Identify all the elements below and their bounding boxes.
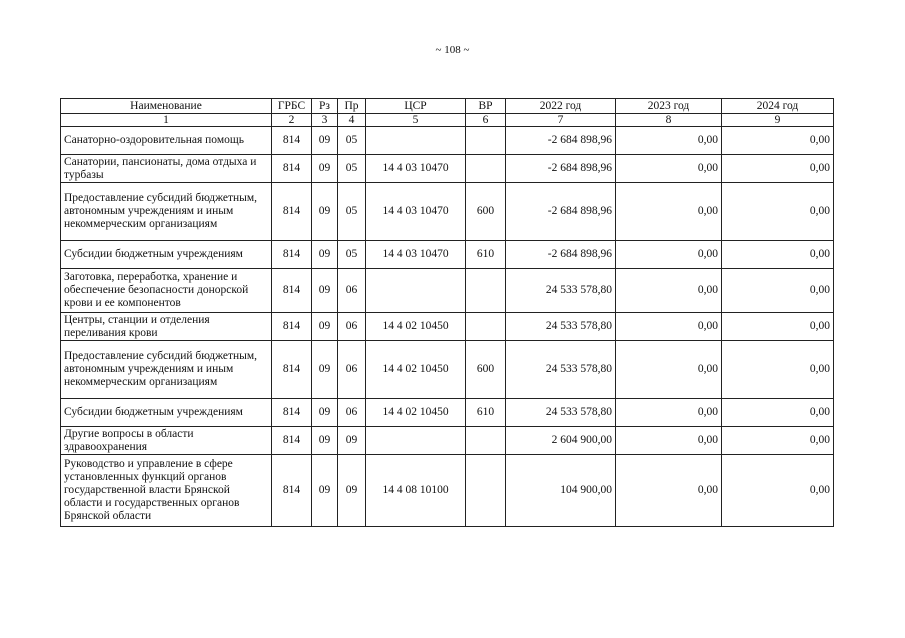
cell-2022: 24 533 578,80 xyxy=(506,341,616,399)
cell-grbs: 814 xyxy=(272,313,312,341)
cell-vr: 600 xyxy=(466,183,506,241)
cell-pr: 06 xyxy=(338,341,366,399)
cell-grbs: 814 xyxy=(272,455,312,527)
table-row xyxy=(61,241,834,269)
cell-rz: 09 xyxy=(312,269,338,313)
cell-csr xyxy=(366,427,466,455)
cell-2022: 2 604 900,00 xyxy=(506,427,616,455)
column-number: 7 xyxy=(506,114,616,127)
column-number: 4 xyxy=(338,114,366,127)
table-row xyxy=(61,341,834,399)
header-rz: Рз xyxy=(312,99,338,114)
cell-rz: 09 xyxy=(312,241,338,269)
cell-grbs: 814 xyxy=(272,127,312,155)
cell-rz: 09 xyxy=(312,313,338,341)
cell-2022: 24 533 578,80 xyxy=(506,269,616,313)
cell-csr: 14 4 03 10470 xyxy=(366,241,466,269)
table-row xyxy=(61,399,834,427)
cell-2024: 0,00 xyxy=(722,241,834,269)
header-pr: Пр xyxy=(338,99,366,114)
cell-name: Заготовка, переработка, хранение и обеспечение безопасности донорской крови и ее компонентов xyxy=(61,269,272,313)
table-row xyxy=(61,455,834,527)
cell-2022: -2 684 898,96 xyxy=(506,241,616,269)
page-number: ~ 108 ~ xyxy=(435,44,470,56)
cell-csr: 14 4 08 10100 xyxy=(366,455,466,527)
cell-name: Руководство и управление в сфере установленных функций органов государственной власти Брянской области и государственных органов Брянской области xyxy=(61,455,272,527)
column-number: 9 xyxy=(722,114,834,127)
column-number-row xyxy=(61,114,834,127)
cell-name: Субсидии бюджетным учреждениям xyxy=(61,241,272,269)
cell-2023: 0,00 xyxy=(616,341,722,399)
budget-table xyxy=(60,98,834,527)
cell-pr: 09 xyxy=(338,455,366,527)
cell-rz: 09 xyxy=(312,455,338,527)
cell-pr: 09 xyxy=(338,427,366,455)
cell-pr: 06 xyxy=(338,313,366,341)
cell-vr xyxy=(466,427,506,455)
header-vr: ВР xyxy=(466,99,506,114)
cell-2022: -2 684 898,96 xyxy=(506,183,616,241)
cell-csr: 14 4 03 10470 xyxy=(366,155,466,183)
cell-2022: 24 533 578,80 xyxy=(506,399,616,427)
cell-pr: 05 xyxy=(338,241,366,269)
cell-vr xyxy=(466,127,506,155)
cell-vr: 600 xyxy=(466,341,506,399)
header-2024: 2024 год xyxy=(722,99,834,114)
cell-2022: 104 900,00 xyxy=(506,455,616,527)
header-2022: 2022 год xyxy=(506,99,616,114)
header-csr: ЦСР xyxy=(366,99,466,114)
cell-vr xyxy=(466,155,506,183)
cell-grbs: 814 xyxy=(272,241,312,269)
column-number: 8 xyxy=(616,114,722,127)
cell-rz: 09 xyxy=(312,183,338,241)
column-number: 6 xyxy=(466,114,506,127)
cell-2022: -2 684 898,96 xyxy=(506,155,616,183)
cell-csr xyxy=(366,127,466,155)
cell-grbs: 814 xyxy=(272,341,312,399)
cell-rz: 09 xyxy=(312,399,338,427)
cell-grbs: 814 xyxy=(272,427,312,455)
table-row xyxy=(61,313,834,341)
cell-2023: 0,00 xyxy=(616,313,722,341)
table-row xyxy=(61,183,834,241)
column-number: 5 xyxy=(366,114,466,127)
cell-2024: 0,00 xyxy=(722,427,834,455)
cell-vr xyxy=(466,313,506,341)
cell-2024: 0,00 xyxy=(722,127,834,155)
cell-name: Предоставление субсидий бюджетным, автономным учреждениям и иным некоммерческим организациям xyxy=(61,341,272,399)
cell-grbs: 814 xyxy=(272,269,312,313)
table-row xyxy=(61,155,834,183)
cell-pr: 05 xyxy=(338,127,366,155)
cell-name: Санатории, пансионаты, дома отдыха и турбазы xyxy=(61,155,272,183)
cell-2024: 0,00 xyxy=(722,341,834,399)
column-number: 3 xyxy=(312,114,338,127)
cell-2023: 0,00 xyxy=(616,427,722,455)
cell-grbs: 814 xyxy=(272,183,312,241)
cell-2023: 0,00 xyxy=(616,455,722,527)
cell-pr: 05 xyxy=(338,183,366,241)
cell-2024: 0,00 xyxy=(722,183,834,241)
cell-name: Другие вопросы в области здравоохранения xyxy=(61,427,272,455)
cell-2023: 0,00 xyxy=(616,399,722,427)
cell-2024: 0,00 xyxy=(722,313,834,341)
cell-pr: 06 xyxy=(338,399,366,427)
cell-rz: 09 xyxy=(312,341,338,399)
cell-vr: 610 xyxy=(466,241,506,269)
table-row xyxy=(61,269,834,313)
cell-rz: 09 xyxy=(312,155,338,183)
cell-rz: 09 xyxy=(312,127,338,155)
cell-2023: 0,00 xyxy=(616,155,722,183)
cell-pr: 05 xyxy=(338,155,366,183)
header-name: Наименование xyxy=(61,99,272,114)
column-number: 2 xyxy=(272,114,312,127)
table-row xyxy=(61,127,834,155)
cell-name: Субсидии бюджетным учреждениям xyxy=(61,399,272,427)
cell-2022: 24 533 578,80 xyxy=(506,313,616,341)
column-number: 1 xyxy=(61,114,272,127)
cell-csr: 14 4 02 10450 xyxy=(366,341,466,399)
cell-csr: 14 4 02 10450 xyxy=(366,313,466,341)
cell-name: Центры, станции и отделения переливания крови xyxy=(61,313,272,341)
header-grbs: ГРБС xyxy=(272,99,312,114)
cell-2022: -2 684 898,96 xyxy=(506,127,616,155)
cell-pr: 06 xyxy=(338,269,366,313)
cell-csr: 14 4 03 10470 xyxy=(366,183,466,241)
cell-csr xyxy=(366,269,466,313)
table-body xyxy=(61,127,834,527)
table-row xyxy=(61,427,834,455)
cell-2024: 0,00 xyxy=(722,399,834,427)
cell-2023: 0,00 xyxy=(616,269,722,313)
header-2023: 2023 год xyxy=(616,99,722,114)
cell-csr: 14 4 02 10450 xyxy=(366,399,466,427)
cell-2023: 0,00 xyxy=(616,183,722,241)
cell-2023: 0,00 xyxy=(616,127,722,155)
cell-2023: 0,00 xyxy=(616,241,722,269)
cell-2024: 0,00 xyxy=(722,269,834,313)
cell-vr: 610 xyxy=(466,399,506,427)
cell-2024: 0,00 xyxy=(722,155,834,183)
cell-vr xyxy=(466,269,506,313)
cell-grbs: 814 xyxy=(272,155,312,183)
cell-rz: 09 xyxy=(312,427,338,455)
cell-name: Предоставление субсидий бюджетным, автономным учреждениям и иным некоммерческим организациям xyxy=(61,183,272,241)
cell-2024: 0,00 xyxy=(722,455,834,527)
cell-vr xyxy=(466,455,506,527)
cell-name: Санаторно-оздоровительная помощь xyxy=(61,127,272,155)
cell-grbs: 814 xyxy=(272,399,312,427)
header-row xyxy=(61,99,834,114)
